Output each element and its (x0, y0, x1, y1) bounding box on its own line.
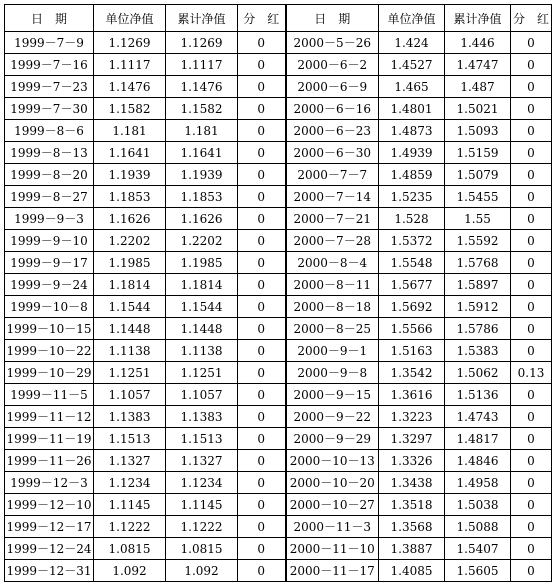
header-accum-nav-right: 累计净值 (445, 5, 511, 32)
cell-dividend-left: 0 (238, 76, 286, 98)
cell-unit-nav-left: 1.1853 (94, 186, 166, 208)
cell-date-left: 1999－10－22 (5, 340, 94, 362)
cell-date-left: 1999－12－3 (5, 472, 94, 494)
cell-unit-nav-right: 1.5692 (379, 296, 445, 318)
cell-dividend-right: 0 (511, 142, 552, 164)
cell-date-left: 1999－11－12 (5, 406, 94, 428)
cell-date-right: 2000－8－18 (286, 296, 379, 318)
cell-dividend-left: 0 (238, 142, 286, 164)
cell-accum-nav-right: 1.5768 (445, 252, 511, 274)
cell-accum-nav-right: 1.5136 (445, 384, 511, 406)
cell-dividend-right: 0 (511, 406, 552, 428)
table-row (5, 450, 552, 472)
cell-dividend-left: 0 (238, 384, 286, 406)
cell-unit-nav-right: 1.465 (379, 76, 445, 98)
cell-dividend-left: 0 (238, 560, 286, 582)
cell-date-right: 2000－7－28 (286, 230, 379, 252)
cell-accum-nav-left: 1.1985 (166, 252, 238, 274)
cell-date-right: 2000－8－11 (286, 274, 379, 296)
cell-accum-nav-left: 1.1513 (166, 428, 238, 450)
cell-unit-nav-right: 1.4085 (379, 560, 445, 582)
cell-accum-nav-right: 1.55 (445, 208, 511, 230)
cell-date-right: 2000－6－9 (286, 76, 379, 98)
cell-accum-nav-left: 1.1641 (166, 142, 238, 164)
cell-accum-nav-left: 1.1138 (166, 340, 238, 362)
cell-date-left: 1999－8－27 (5, 186, 94, 208)
cell-accum-nav-right: 1.4817 (445, 428, 511, 450)
cell-date-right: 2000－11－3 (286, 516, 379, 538)
cell-date-left: 1999－8－20 (5, 164, 94, 186)
cell-dividend-right: 0 (511, 318, 552, 340)
cell-date-left: 1999－7－16 (5, 54, 94, 76)
cell-accum-nav-left: 1.1057 (166, 384, 238, 406)
header-accum-nav-left: 累计净值 (166, 5, 238, 32)
cell-dividend-right: 0 (511, 208, 552, 230)
table-row (5, 428, 552, 450)
cell-accum-nav-left: 1.1327 (166, 450, 238, 472)
table-row (5, 384, 552, 406)
cell-unit-nav-right: 1.528 (379, 208, 445, 230)
cell-unit-nav-left: 1.1582 (94, 98, 166, 120)
cell-dividend-left: 0 (238, 494, 286, 516)
cell-date-left: 1999－11－26 (5, 450, 94, 472)
cell-accum-nav-right: 1.5786 (445, 318, 511, 340)
cell-accum-nav-right: 1.5088 (445, 516, 511, 538)
cell-accum-nav-left: 1.1582 (166, 98, 238, 120)
cell-unit-nav-left: 1.1222 (94, 516, 166, 538)
cell-date-right: 2000－7－14 (286, 186, 379, 208)
cell-accum-nav-left: 1.181 (166, 120, 238, 142)
cell-date-right: 2000－9－1 (286, 340, 379, 362)
cell-date-left: 1999－9－17 (5, 252, 94, 274)
cell-date-left: 1999－9－3 (5, 208, 94, 230)
cell-accum-nav-left: 1.1269 (166, 32, 238, 54)
cell-accum-nav-right: 1.4846 (445, 450, 511, 472)
cell-accum-nav-left: 1.1222 (166, 516, 238, 538)
cell-accum-nav-right: 1.5093 (445, 120, 511, 142)
cell-accum-nav-left: 1.1814 (166, 274, 238, 296)
cell-date-right: 2000－11－17 (286, 560, 379, 582)
cell-accum-nav-left: 1.1853 (166, 186, 238, 208)
cell-accum-nav-left: 1.0815 (166, 538, 238, 560)
cell-dividend-right: 0 (511, 450, 552, 472)
cell-accum-nav-left: 1.1117 (166, 54, 238, 76)
table-row (5, 76, 552, 98)
cell-accum-nav-right: 1.5159 (445, 142, 511, 164)
cell-accum-nav-left: 1.2202 (166, 230, 238, 252)
cell-date-right: 2000－7－7 (286, 164, 379, 186)
cell-dividend-left: 0 (238, 186, 286, 208)
table-row (5, 252, 552, 274)
cell-accum-nav-right: 1.487 (445, 76, 511, 98)
cell-unit-nav-left: 1.1814 (94, 274, 166, 296)
cell-dividend-right: 0 (511, 230, 552, 252)
cell-date-right: 2000－6－16 (286, 98, 379, 120)
cell-accum-nav-right: 1.446 (445, 32, 511, 54)
cell-date-right: 2000－6－30 (286, 142, 379, 164)
cell-dividend-right: 0 (511, 274, 552, 296)
cell-accum-nav-right: 1.4958 (445, 472, 511, 494)
cell-dividend-right: 0 (511, 120, 552, 142)
cell-accum-nav-right: 1.5038 (445, 494, 511, 516)
cell-dividend-right: 0 (511, 186, 552, 208)
cell-accum-nav-left: 1.1544 (166, 296, 238, 318)
table-row (5, 274, 552, 296)
cell-dividend-left: 0 (238, 164, 286, 186)
cell-unit-nav-left: 1.181 (94, 120, 166, 142)
cell-dividend-left: 0 (238, 516, 286, 538)
cell-date-right: 2000－10－13 (286, 450, 379, 472)
cell-accum-nav-right: 1.5455 (445, 186, 511, 208)
cell-dividend-right: 0 (511, 428, 552, 450)
nav-table (4, 4, 552, 582)
cell-accum-nav-right: 1.4743 (445, 406, 511, 428)
cell-accum-nav-left: 1.092 (166, 560, 238, 582)
nav-table-container (4, 4, 552, 582)
cell-dividend-left: 0 (238, 98, 286, 120)
cell-unit-nav-left: 1.1234 (94, 472, 166, 494)
cell-date-left: 1999－10－15 (5, 318, 94, 340)
cell-date-right: 2000－9－29 (286, 428, 379, 450)
cell-accum-nav-right: 1.5605 (445, 560, 511, 582)
cell-unit-nav-left: 1.1544 (94, 296, 166, 318)
cell-accum-nav-left: 1.1448 (166, 318, 238, 340)
cell-date-right: 2000－6－2 (286, 54, 379, 76)
cell-unit-nav-right: 1.5677 (379, 274, 445, 296)
header-unit-nav-right: 单位净值 (379, 5, 445, 32)
cell-dividend-right: 0 (511, 32, 552, 54)
cell-dividend-right: 0 (511, 494, 552, 516)
cell-date-left: 1999－12－17 (5, 516, 94, 538)
cell-unit-nav-right: 1.3326 (379, 450, 445, 472)
cell-date-right: 2000－5－26 (286, 32, 379, 54)
cell-unit-nav-left: 1.1513 (94, 428, 166, 450)
cell-accum-nav-right: 1.5079 (445, 164, 511, 186)
cell-dividend-left: 0 (238, 362, 286, 384)
cell-dividend-left: 0 (238, 428, 286, 450)
table-row (5, 538, 552, 560)
cell-accum-nav-left: 1.1476 (166, 76, 238, 98)
table-row (5, 362, 552, 384)
cell-unit-nav-left: 1.1145 (94, 494, 166, 516)
table-row (5, 120, 552, 142)
cell-dividend-left: 0 (238, 450, 286, 472)
cell-unit-nav-right: 1.3223 (379, 406, 445, 428)
cell-unit-nav-left: 1.1476 (94, 76, 166, 98)
cell-unit-nav-left: 1.1641 (94, 142, 166, 164)
cell-unit-nav-right: 1.3297 (379, 428, 445, 450)
cell-dividend-right: 0 (511, 516, 552, 538)
cell-dividend-left: 0 (238, 538, 286, 560)
cell-unit-nav-left: 1.1383 (94, 406, 166, 428)
cell-dividend-right: 0 (511, 76, 552, 98)
table-row (5, 340, 552, 362)
cell-unit-nav-left: 1.1939 (94, 164, 166, 186)
header-date-right: 日 期 (286, 5, 379, 32)
table-row (5, 296, 552, 318)
cell-unit-nav-left: 1.2202 (94, 230, 166, 252)
cell-unit-nav-left: 1.1138 (94, 340, 166, 362)
cell-date-right: 2000－7－21 (286, 208, 379, 230)
cell-dividend-right: 0 (511, 340, 552, 362)
cell-unit-nav-right: 1.4527 (379, 54, 445, 76)
cell-accum-nav-right: 1.4747 (445, 54, 511, 76)
cell-dividend-left: 0 (238, 296, 286, 318)
header-dividend-right: 分 红 (511, 5, 552, 32)
cell-date-left: 1999－8－6 (5, 120, 94, 142)
cell-dividend-left: 0 (238, 340, 286, 362)
cell-date-left: 1999－7－9 (5, 32, 94, 54)
header-date-left: 日 期 (5, 5, 94, 32)
cell-unit-nav-right: 1.4873 (379, 120, 445, 142)
cell-date-left: 1999－10－8 (5, 296, 94, 318)
cell-accum-nav-left: 1.1251 (166, 362, 238, 384)
cell-unit-nav-right: 1.4939 (379, 142, 445, 164)
table-row (5, 560, 552, 582)
cell-unit-nav-left: 1.1251 (94, 362, 166, 384)
cell-date-left: 1999－11－5 (5, 384, 94, 406)
cell-date-left: 1999－7－30 (5, 98, 94, 120)
cell-unit-nav-right: 1.4801 (379, 98, 445, 120)
cell-unit-nav-right: 1.5566 (379, 318, 445, 340)
cell-date-right: 2000－9－15 (286, 384, 379, 406)
table-row (5, 318, 552, 340)
cell-dividend-right: 0 (511, 538, 552, 560)
cell-accum-nav-right: 1.5912 (445, 296, 511, 318)
table-row (5, 98, 552, 120)
cell-dividend-left: 0 (238, 120, 286, 142)
table-row (5, 472, 552, 494)
cell-date-right: 2000－10－20 (286, 472, 379, 494)
cell-accum-nav-left: 1.1626 (166, 208, 238, 230)
cell-dividend-right: 0 (511, 296, 552, 318)
table-row (5, 494, 552, 516)
table-row (5, 406, 552, 428)
cell-dividend-left: 0 (238, 318, 286, 340)
table-row (5, 186, 552, 208)
table-row (5, 32, 552, 54)
cell-date-right: 2000－6－23 (286, 120, 379, 142)
cell-accum-nav-right: 1.5062 (445, 362, 511, 384)
cell-unit-nav-right: 1.5163 (379, 340, 445, 362)
cell-date-left: 1999－12－10 (5, 494, 94, 516)
cell-dividend-right: 0 (511, 98, 552, 120)
cell-dividend-left: 0 (238, 472, 286, 494)
cell-dividend-right: 0.13 (511, 362, 552, 384)
cell-unit-nav-right: 1.3518 (379, 494, 445, 516)
cell-dividend-right: 0 (511, 252, 552, 274)
cell-date-left: 1999－11－19 (5, 428, 94, 450)
cell-accum-nav-right: 1.5407 (445, 538, 511, 560)
table-row (5, 208, 552, 230)
cell-unit-nav-left: 1.092 (94, 560, 166, 582)
cell-dividend-left: 0 (238, 54, 286, 76)
cell-unit-nav-left: 1.1117 (94, 54, 166, 76)
cell-unit-nav-left: 1.1327 (94, 450, 166, 472)
cell-date-left: 1999－8－13 (5, 142, 94, 164)
table-row (5, 164, 552, 186)
cell-accum-nav-right: 1.5592 (445, 230, 511, 252)
cell-accum-nav-left: 1.1939 (166, 164, 238, 186)
cell-date-left: 1999－12－24 (5, 538, 94, 560)
cell-unit-nav-right: 1.424 (379, 32, 445, 54)
cell-date-right: 2000－9－22 (286, 406, 379, 428)
header-unit-nav-left: 单位净值 (94, 5, 166, 32)
cell-date-right: 2000－8－4 (286, 252, 379, 274)
table-row (5, 230, 552, 252)
cell-accum-nav-left: 1.1383 (166, 406, 238, 428)
table-row (5, 516, 552, 538)
cell-unit-nav-right: 1.3542 (379, 362, 445, 384)
cell-dividend-right: 0 (511, 560, 552, 582)
cell-date-left: 1999－12－31 (5, 560, 94, 582)
cell-dividend-left: 0 (238, 252, 286, 274)
cell-accum-nav-right: 1.5021 (445, 98, 511, 120)
cell-unit-nav-right: 1.3568 (379, 516, 445, 538)
cell-unit-nav-left: 1.1269 (94, 32, 166, 54)
cell-unit-nav-right: 1.5548 (379, 252, 445, 274)
cell-unit-nav-right: 1.3887 (379, 538, 445, 560)
cell-date-right: 2000－10－27 (286, 494, 379, 516)
cell-unit-nav-right: 1.3616 (379, 384, 445, 406)
cell-unit-nav-left: 1.1448 (94, 318, 166, 340)
cell-unit-nav-left: 1.1626 (94, 208, 166, 230)
table-row (5, 142, 552, 164)
cell-dividend-left: 0 (238, 274, 286, 296)
cell-date-right: 2000－8－25 (286, 318, 379, 340)
cell-date-right: 2000－11－10 (286, 538, 379, 560)
cell-unit-nav-left: 1.0815 (94, 538, 166, 560)
cell-dividend-left: 0 (238, 208, 286, 230)
cell-date-left: 1999－10－29 (5, 362, 94, 384)
cell-dividend-left: 0 (238, 230, 286, 252)
cell-date-left: 1999－9－24 (5, 274, 94, 296)
cell-dividend-left: 0 (238, 32, 286, 54)
header-dividend-left: 分 红 (238, 5, 286, 32)
cell-unit-nav-right: 1.5372 (379, 230, 445, 252)
cell-dividend-right: 0 (511, 164, 552, 186)
table-row (5, 54, 552, 76)
cell-unit-nav-right: 1.4859 (379, 164, 445, 186)
cell-accum-nav-right: 1.5383 (445, 340, 511, 362)
cell-date-right: 2000－9－8 (286, 362, 379, 384)
cell-date-left: 1999－7－23 (5, 76, 94, 98)
cell-accum-nav-right: 1.5897 (445, 274, 511, 296)
cell-accum-nav-left: 1.1145 (166, 494, 238, 516)
cell-unit-nav-right: 1.5235 (379, 186, 445, 208)
cell-dividend-left: 0 (238, 406, 286, 428)
cell-dividend-right: 0 (511, 54, 552, 76)
table-body (5, 32, 552, 582)
cell-unit-nav-left: 1.1057 (94, 384, 166, 406)
cell-unit-nav-left: 1.1985 (94, 252, 166, 274)
table-header-row (5, 5, 552, 32)
cell-accum-nav-left: 1.1234 (166, 472, 238, 494)
cell-dividend-right: 0 (511, 472, 552, 494)
cell-unit-nav-right: 1.3438 (379, 472, 445, 494)
cell-dividend-right: 0 (511, 384, 552, 406)
cell-date-left: 1999－9－10 (5, 230, 94, 252)
